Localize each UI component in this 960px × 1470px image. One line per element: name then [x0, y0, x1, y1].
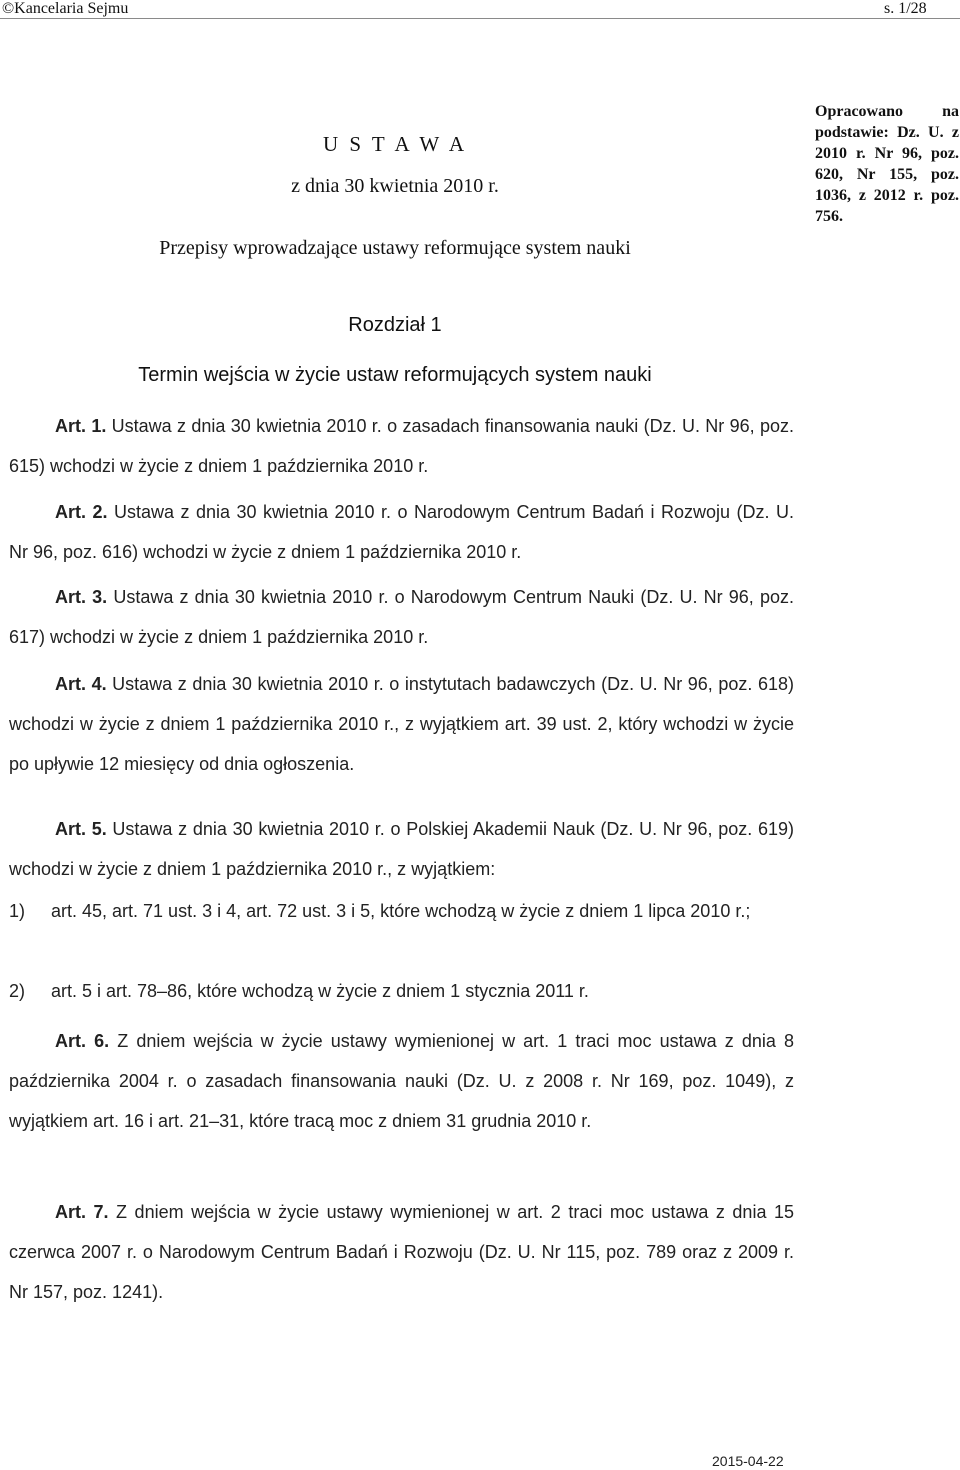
list-item-number: 2) — [9, 981, 26, 1001]
list-item-number: 1) — [9, 901, 26, 921]
article-7 — [9, 1192, 794, 1312]
article-number: Art. 6. — [55, 1031, 110, 1051]
article-text: Ustawa z dnia 30 kwietnia 2010 r. o instytutach badawczych (Dz. U. Nr 96, poz. 618) wchodzi w życie z dniem 1 października 2010 r., z wyjątkiem art. 39 ust. 2, który wchodzi w życie po upływie 12 miesięcy od dnia ogłoszenia. — [9, 674, 794, 774]
source-note: Opracowano na podstawie: Dz. U. z 2010 r. Nr 96, poz. 620, Nr 155, poz. 1036, z 2012 r. poz. 756. — [815, 103, 959, 225]
article-3 — [9, 577, 794, 657]
footer-date: 2015-04-22 — [712, 1453, 784, 1469]
article-text: Z dniem wejścia w życie ustawy wymienionej w art. 1 traci moc ustawa z dnia 8 października 2004 r. o zasadach finansowania nauki (Dz. U. z 2008 r. Nr 169, poz. 1049), z wyjątkiem art. 16 i art. 21–31, które tracą moc z dniem 31 grudnia 2010 r. — [9, 1031, 795, 1131]
article-1 — [9, 406, 794, 486]
page-header — [0, 0, 960, 18]
article-5 — [9, 809, 794, 889]
chapter-label: Rozdział 1 — [348, 314, 442, 336]
list-item-text: art. 45, art. 71 ust. 3 i 4, art. 72 ust. 3 i 5, które wchodzą w życie z dniem 1 lipca 2010 r.; — [51, 901, 751, 921]
article-number: Art. 5. — [55, 819, 107, 839]
article-2 — [9, 492, 794, 572]
article-number: Art. 7. — [55, 1202, 109, 1222]
article-text: Ustawa z dnia 30 kwietnia 2010 r. o Polskiej Akademii Nauk (Dz. U. Nr 96, poz. 619) wchodzi w życie z dniem 1 października 2010 r., z wyjątkiem: — [9, 819, 794, 879]
chapter-title: Termin wejścia w życie ustaw reformujących system nauki — [138, 364, 652, 386]
article-text: Ustawa z dnia 30 kwietnia 2010 r. o Narodowym Centrum Nauki (Dz. U. Nr 96, poz. 617) wchodzi w życie z dniem 1 października 2010 r. — [9, 587, 794, 647]
act-date: z dnia 30 kwietnia 2010 r. — [291, 175, 499, 197]
header-divider — [0, 18, 960, 19]
article-number: Art. 2. — [55, 502, 108, 522]
article-number: Art. 4. — [55, 674, 107, 694]
page-number: s. 1/28 — [884, 0, 927, 17]
header-copyright: ©Kancelaria Sejmu — [2, 0, 129, 17]
article-4 — [9, 664, 794, 784]
article-number: Art. 3. — [55, 587, 108, 607]
article-number: Art. 1. — [55, 416, 107, 436]
article-text: Z dniem wejścia w życie ustawy wymienionej w art. 2 traci moc ustawa z dnia 15 czerwca 2007 r. o Narodowym Centrum Badań i Rozwoju (Dz. U. Nr 115, poz. 789 oraz z 2009 r. Nr 157, poz. 1241). — [9, 1202, 794, 1302]
article-6 — [9, 1021, 794, 1141]
list-item-text: art. 5 i art. 78–86, które wchodzą w życie z dniem 1 stycznia 2011 r. — [51, 981, 589, 1001]
article-text: Ustawa z dnia 30 kwietnia 2010 r. o zasadach finansowania nauki (Dz. U. Nr 96, poz. 615) wchodzi w życie z dniem 1 października 2010 r. — [9, 416, 794, 476]
act-type: U S T A W A — [322, 132, 468, 156]
act-title: Przepisy wprowadzające ustawy reformujące system nauki — [159, 237, 631, 259]
article-text: Ustawa z dnia 30 kwietnia 2010 r. o Narodowym Centrum Badań i Rozwoju (Dz. U. Nr 96, poz. 616) wchodzi w życie z dniem 1 października 2010 r. — [9, 502, 795, 562]
